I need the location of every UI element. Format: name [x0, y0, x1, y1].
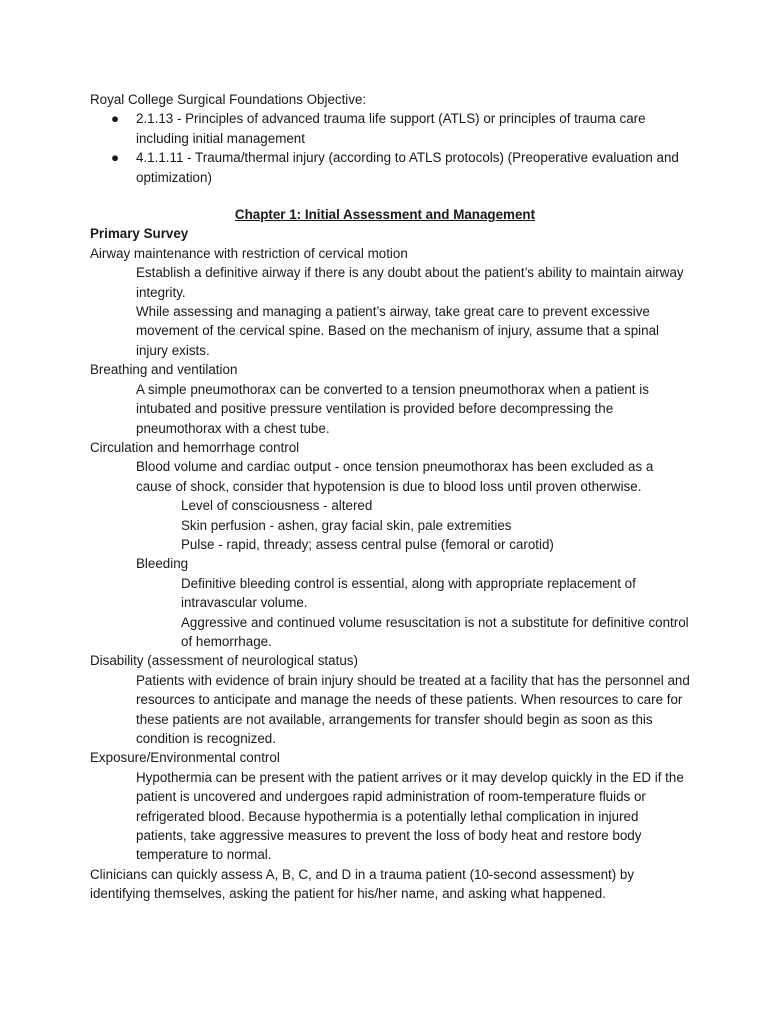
document-page [90, 90, 690, 904]
airway-heading: Airway maintenance with restriction of cervical motion [90, 245, 408, 261]
breathing-heading: Breathing and ventilation [90, 362, 238, 378]
exposure-heading: Exposure/Environmental control [90, 750, 280, 766]
airway-paragraph: Establish a definitive airway if there is any doubt about the patient’s ability to maintain airway integrity. [136, 265, 684, 300]
airway-paragraph: While assessing and managing a patient’s airway, take great care to prevent excessive movement of the cervical spine. Based on the mechanism of injury, assume that a spinal injury exists. [136, 304, 659, 358]
chapter-title: Chapter 1: Initial Assessment and Management [234, 207, 536, 223]
objective-text: 2.1.13 - Principles of advanced trauma life support (ATLS) or principles of trauma care including initial management [136, 111, 646, 146]
shock-sign: Pulse - rapid, thready; assess central pulse (femoral or carotid) [181, 536, 554, 552]
objective-item [90, 109, 690, 148]
bleeding-paragraph: Aggressive and continued volume resuscitation is not a substitute for definitive control of hemorrhage. [181, 614, 689, 649]
objective-list [90, 109, 690, 187]
bleeding-paragraph: Definitive bleeding control is essential, along with appropriate replacement of intravascular volume. [181, 575, 636, 611]
disability-heading: Disability (assessment of neurological status) [90, 653, 358, 669]
bullet-icon: ● [111, 111, 120, 127]
closing-paragraph: Clinicians can quickly assess A, B, C, and D in a trauma patient (10-second assessment) by identifying themselves, asking the patient for his/her name, and asking what happened. [90, 866, 635, 902]
bullet-icon: ● [111, 150, 120, 166]
shock-sign: Skin perfusion - ashen, gray facial skin, pale extremities [181, 517, 512, 533]
objective-heading: Royal College Surgical Foundations Objective: [90, 92, 367, 107]
exposure-paragraph: Hypothermia can be present with the patient arrives or it may develop quickly in the ED if the patient is uncovered and undergoes rapid administration of room-temperature fluids or refrigerated blood. Because hypothermia is a potentially lethal complication in injured patients, take aggressive measures to prevent the loss of body heat and restore body temperature to normal. [136, 769, 684, 863]
objective-text: 4.1.1.11 - Trauma/thermal injury (according to ATLS protocols) (Preoperative evaluation and optimization) [136, 150, 679, 185]
disability-paragraph: Patients with evidence of brain injury should be treated at a facility that has the personnel and resources to anticipate and manage the needs of these patients. When resources to care for these patients are not available, arrangements for transfer should begin as soon as this condition is recognized. [136, 672, 690, 746]
section-title: Primary Survey [90, 226, 189, 242]
shock-sign: Level of consciousness - altered [181, 498, 373, 514]
breathing-paragraph: A simple pneumothorax can be converted to a tension pneumothorax when a patient is intubated and positive pressure ventilation is provided before decompressing the pneumothorax with a chest tube. [136, 381, 649, 436]
circulation-heading: Circulation and hemorrhage control [90, 439, 300, 455]
bleeding-heading: Bleeding [136, 556, 189, 572]
objective-item [90, 148, 690, 187]
circulation-paragraph: Blood volume and cardiac output - once tension pneumothorax has been excluded as a cause of shock, consider that hypotension is due to blood loss until proven otherwise. [136, 459, 654, 494]
